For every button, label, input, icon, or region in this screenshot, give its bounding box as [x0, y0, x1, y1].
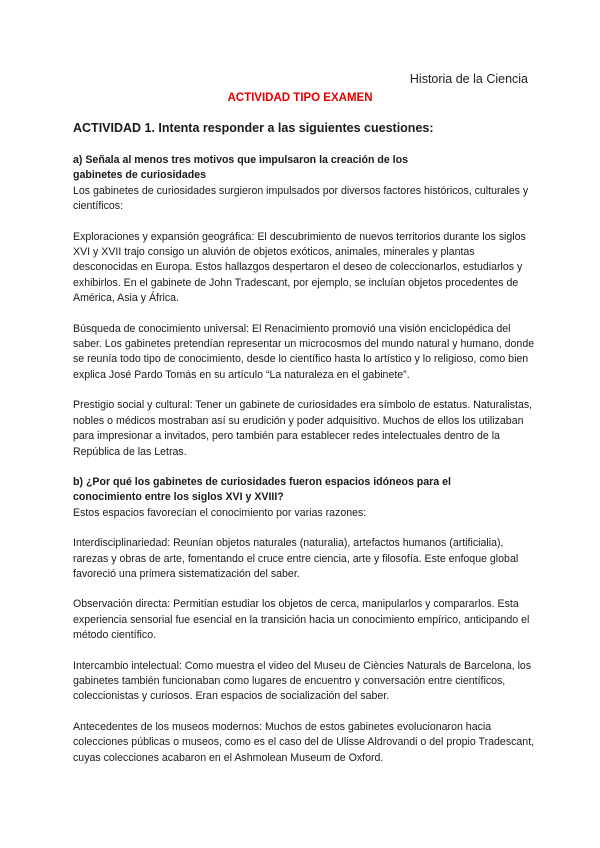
question-b-heading-line1: b) ¿Por qué los gabinetes de curiosidades fueron espacios idóneos para el	[73, 475, 451, 488]
document-body	[73, 120, 535, 766]
document-title: ACTIVIDAD TIPO EXAMEN	[227, 92, 373, 104]
activity-heading: ACTIVIDAD 1. Intenta responder a las siguientes cuestiones:	[73, 121, 434, 135]
question-b-section	[73, 475, 535, 766]
question-a-intro: Los gabinetes de curiosidades surgieron impulsados por diversos factores históricos, culturales y científicos:	[73, 184, 529, 213]
question-b-paragraph-4: Antecedentes de los museos modernos: Muchos de estos gabinetes evolucionaron hacia colecciones públicas o museos, como es el caso del de Ulisse Aldrovandi o del propio Tradescant, cuyas colecciones acabaron en el Ashmolean Museum de Oxford.	[73, 720, 535, 764]
question-b-heading-line2: conocimiento entre los siglos XVI y XVIII?	[73, 491, 284, 504]
question-a-heading-line1: a) Señala al menos tres motivos que impulsaron la creación de los	[73, 154, 408, 166]
question-a-paragraph-3: Prestigio social y cultural: Tener un gabinete de curiosidades era símbolo de estatus. Naturalistas, nobles o médicos mostraban así su erudición y poder adquisitivo. Muchos de ellos los utilizaban para impresionar a invitados, pero también para establecer redes intelectuales dentro de la República de las Letras.	[73, 399, 533, 458]
question-a-paragraph-1: Exploraciones y expansión geográfica: El descubrimiento de nuevos territorios durante los siglos XVI y XVII trajo consigo un aluvión de objetos exóticos, animales, minerales y plantas desconocidas en Europa. Estos hallazgos despertaron el deseo de coleccionarlos, estudiarlos y exhibirlos. En el gabinete de John Tradescant, por ejemplo, se incluían objetos procedentes de América, Asia y África.	[73, 230, 526, 305]
question-b-intro: Estos espacios favorecían el conocimiento por varias razones:	[73, 506, 367, 519]
question-b-paragraph-3: Intercambio intelectual: Como muestra el video del Museu de Ciències Naturals de Barcelona, los gabinetes también funcionaban como lugares de encuentro y conversación entre científicos, coleccionistas y curiosos. Eran espacios de socialización del saber.	[73, 659, 532, 703]
question-b-paragraph-2: Observación directa: Permitían estudiar los objetos de cerca, manipularlos y compararlos. Esta experiencia sensorial fue esencial en la transición hacia un conocimiento empírico, anticipando el método científico.	[73, 598, 530, 642]
question-a-paragraph-2: Búsqueda de conocimiento universal: El Renacimiento promovió una visión enciclopédica del saber. Los gabinetes pretendían representar un microcosmos del mundo natural y humano, donde se reunía todo tipo de conocimiento, desde lo científico hasta lo artístico y lo religioso, como bien explica José Pardo Tomás en su artículo “La naturaleza en el gabinete”.	[73, 322, 535, 381]
question-a-section	[73, 153, 535, 460]
question-b-paragraph-1: Interdisciplinariedad: Reunían objetos naturales (naturalia), artefactos humanos (artificialia), rarezas y obras de arte, fomentando el cruce entre ciencia, arte y filosofía. Este enfoque global favoreció una primera sistematización del saber.	[73, 537, 519, 580]
question-a-heading-line2: gabinetes de curiosidades	[73, 169, 207, 182]
subject-header: Historia de la Ciencia	[409, 72, 528, 86]
